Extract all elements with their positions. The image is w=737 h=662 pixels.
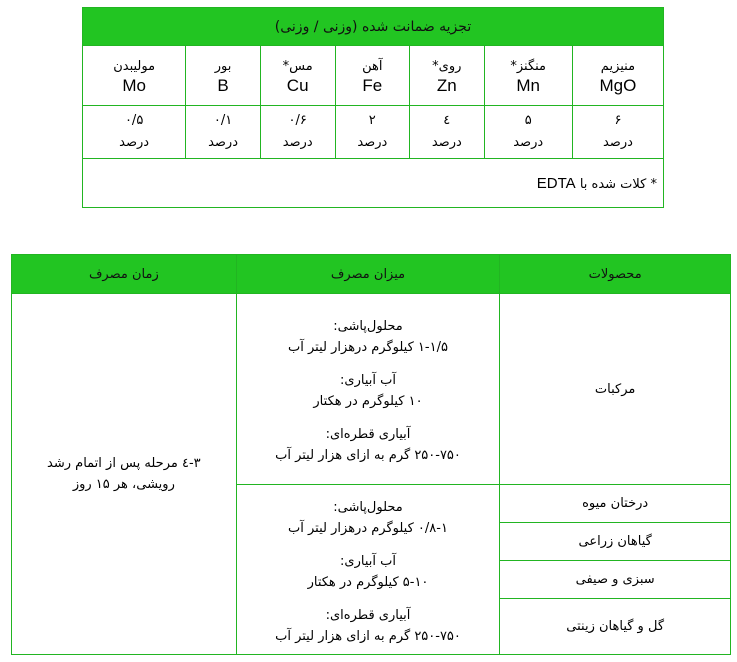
value-cell-cu	[260, 106, 335, 159]
value-cell-zn	[410, 106, 485, 159]
element-name: مولیبدن	[113, 58, 156, 74]
usage-time	[12, 294, 237, 655]
element-cell-cu	[260, 46, 335, 106]
drip-value: ۲۵۰-۷۵۰ گرم به ازای هزار لیتر آب	[275, 628, 461, 644]
crop-ornamentals: گل و گیاهان زینتی	[500, 599, 731, 655]
element-name: منگنز*	[510, 58, 547, 74]
header-time: زمان مصرف	[12, 255, 237, 294]
element-name: منیزیم	[600, 58, 636, 74]
usage-time-line1: ۳-٤ مرحله پس از اتمام رشد	[47, 456, 201, 471]
element-name: بور	[214, 58, 232, 74]
crop-vegetables: سبزی و صیفی	[500, 561, 731, 599]
usage-header-row	[12, 255, 731, 294]
value-cell-mgo	[572, 106, 663, 159]
irrigation-label: آب آبیاری:	[340, 553, 396, 569]
element-names-row	[83, 46, 664, 106]
element-value: ۰/۵	[124, 113, 144, 128]
value-cell-fe	[335, 106, 410, 159]
element-symbol: Zn	[436, 75, 457, 95]
crop-field-crops: گیاهان زراعی	[500, 523, 731, 561]
chelate-agent: EDTA	[536, 174, 576, 192]
element-cell-zn	[410, 46, 485, 106]
spray-label: محلول‌پاشی:	[333, 319, 403, 334]
element-name: روی*	[432, 58, 462, 74]
element-name: مس*	[282, 58, 313, 74]
element-symbol: B	[217, 75, 229, 95]
amount-other-crops	[236, 485, 500, 655]
chelate-note-text: * کلات شده با	[579, 176, 657, 192]
value-cell-b	[186, 106, 261, 159]
header-amount: میزان مصرف	[236, 255, 500, 294]
element-unit: درصد	[513, 135, 544, 150]
element-symbol: Fe	[362, 75, 383, 95]
analysis-title: تجزیه ضمانت شده (وزنی / وزنی)	[83, 8, 664, 46]
drip-label: آبیاری قطره‌ای:	[325, 607, 411, 623]
element-cell-fe	[335, 46, 410, 106]
element-unit: درصد	[282, 135, 313, 150]
element-value: ٤	[443, 113, 451, 128]
element-cell-mo	[83, 46, 186, 106]
element-value: ۲	[368, 113, 376, 128]
chelate-note	[83, 159, 664, 208]
usage-time-line2: رویشی، هر ۱۵ روز	[72, 477, 175, 492]
element-symbol: Mo	[122, 75, 146, 95]
value-cell-mo	[83, 106, 186, 159]
element-value: ۶	[614, 113, 622, 128]
element-symbol: MgO	[599, 75, 637, 95]
irrigation-value: ۱۰ کیلوگرم در هکتار	[313, 394, 423, 409]
usage-row-citrus	[12, 294, 731, 485]
element-symbol: Cu	[286, 75, 309, 95]
drip-label: آبیاری قطره‌ای:	[325, 427, 411, 442]
element-name: آهن	[362, 58, 383, 74]
element-value: ۰/۱	[213, 113, 233, 128]
element-value: ۰/۶	[288, 113, 307, 128]
element-cell-b	[186, 46, 261, 106]
element-unit: درصد	[208, 135, 238, 150]
drip-value: ۲۵۰-۷۵۰ گرم به ازای هزار لیتر آب	[275, 448, 461, 463]
element-unit: درصد	[357, 135, 388, 150]
irrigation-label: آب آبیاری:	[340, 373, 396, 388]
value-cell-mn	[484, 106, 572, 159]
element-values-row	[83, 106, 664, 159]
element-cell-mn	[484, 46, 572, 106]
element-symbol: Mn	[516, 75, 541, 95]
element-unit: درصد	[119, 135, 150, 150]
spray-value: ۰/۸-۱ کیلوگرم درهزار لیتر آب	[288, 520, 448, 536]
element-unit: درصد	[431, 135, 462, 150]
spray-value: ۱-۱/۵ کیلوگرم درهزار لیتر آب	[288, 340, 448, 355]
usage-table	[11, 254, 731, 655]
header-products: محصولات	[500, 255, 731, 294]
spray-label: محلول‌پاشی:	[333, 499, 403, 515]
amount-citrus	[236, 294, 500, 485]
element-unit: درصد	[602, 135, 633, 150]
crop-fruit-trees: درختان میوه	[500, 485, 731, 523]
guaranteed-analysis-table	[82, 7, 664, 208]
crop-citrus: مرکبات	[500, 294, 731, 485]
element-value: ۵	[524, 113, 532, 128]
irrigation-value: ۵-۱۰ کیلوگرم در هکتار	[307, 574, 429, 590]
element-cell-mgo	[572, 46, 663, 106]
